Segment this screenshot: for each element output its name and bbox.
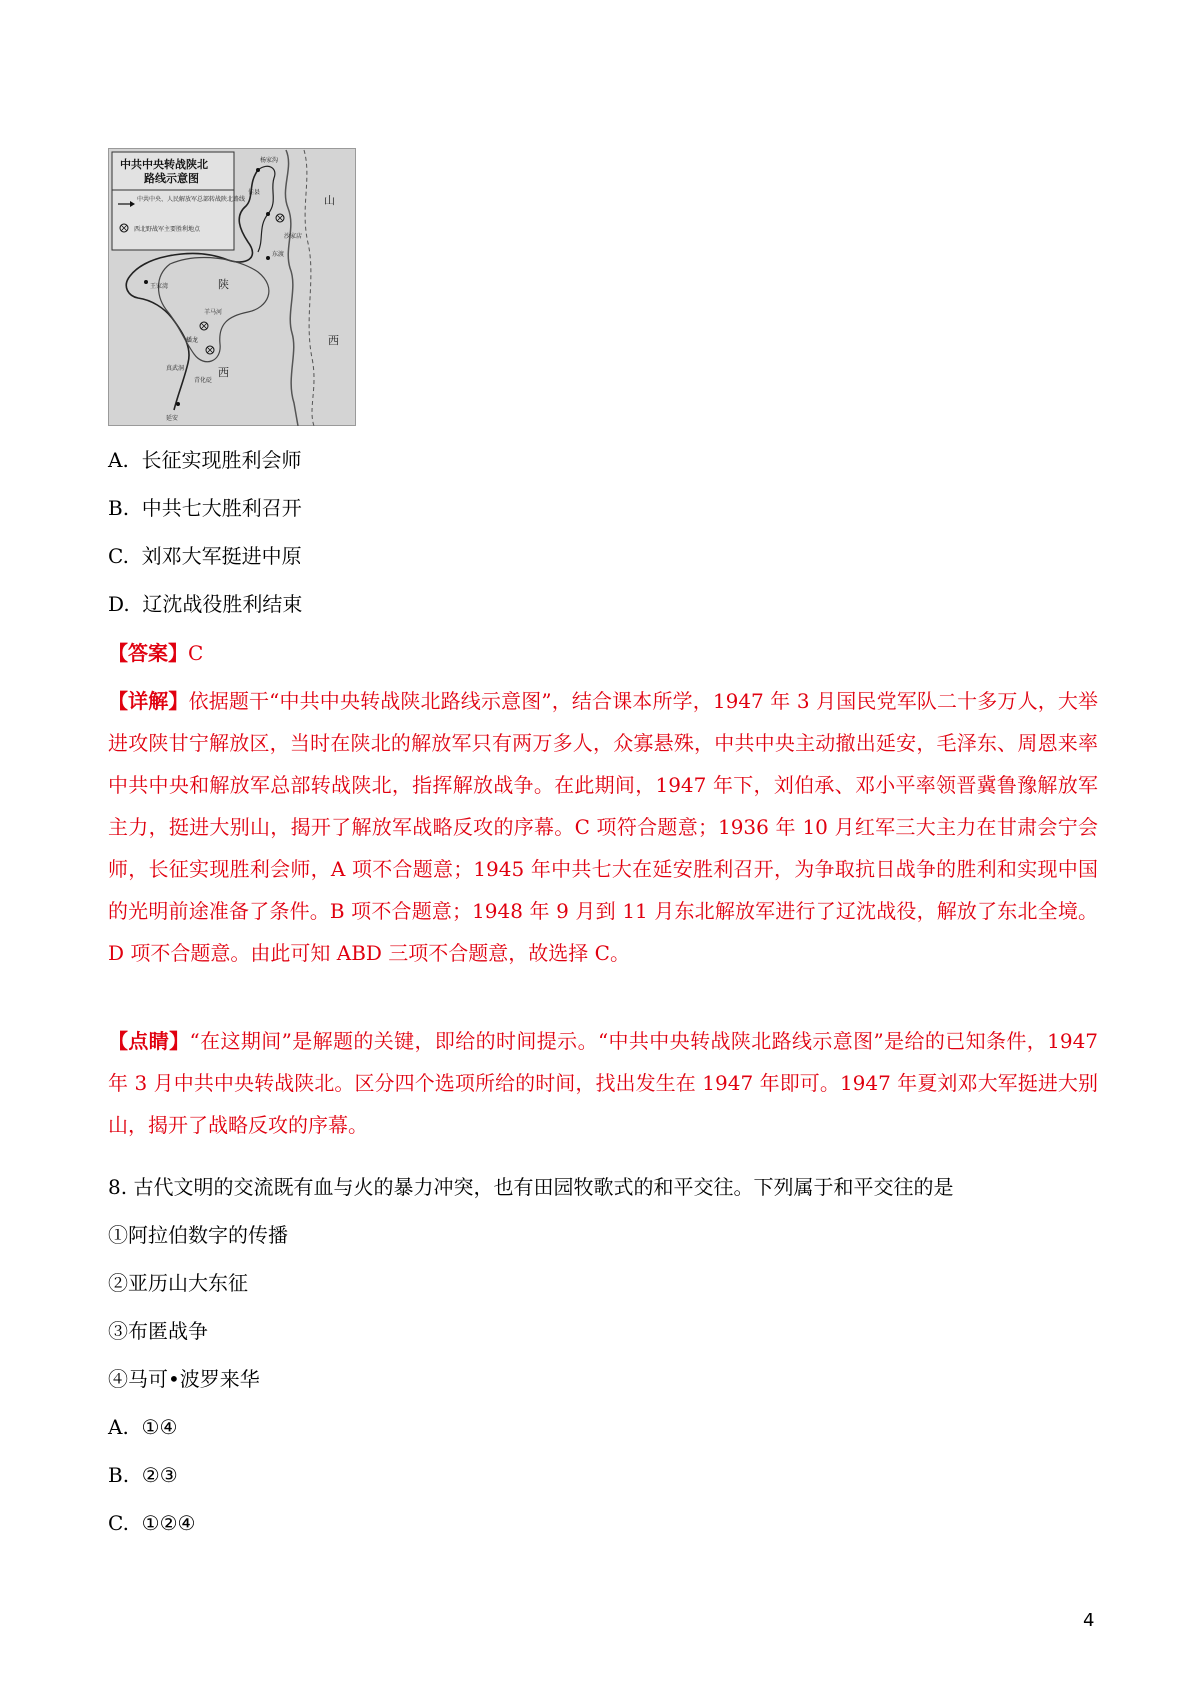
option-text: 中共七大胜利召开 xyxy=(141,496,302,520)
option-b xyxy=(108,494,302,522)
option-d xyxy=(108,590,302,618)
detail-tag: 【详解】 xyxy=(108,689,189,713)
place-dongjiang: 东渡 xyxy=(272,251,285,258)
map-title-line1: 中共中央转战陕北 xyxy=(120,158,208,171)
option-text: 辽沈战役胜利结束 xyxy=(142,592,303,616)
region-label-xi: 西 xyxy=(218,366,229,379)
region-label-xi2: 西 xyxy=(328,334,339,347)
place-qinghuabian: 青化砭 xyxy=(194,377,213,384)
option-text: ①②④ xyxy=(141,1511,196,1535)
place-yangmahe: 羊马河 xyxy=(204,309,223,316)
q8-option-c xyxy=(108,1509,195,1537)
region-label-shaan: 陕 xyxy=(218,278,229,291)
option-label: C. xyxy=(108,1511,129,1535)
answer-tag: 【答案】 xyxy=(108,641,188,665)
option-label: A. xyxy=(108,448,129,472)
place-jiaxian: 佳县 xyxy=(248,189,261,196)
answer-line xyxy=(108,639,203,667)
place-yangjiagou: 杨家沟 xyxy=(260,157,279,164)
place-shajiadian: 沙家店 xyxy=(284,233,303,240)
answer-value: C xyxy=(188,641,204,665)
option-a xyxy=(108,446,302,474)
legend-route-label: 中共中央、人民解放军总部转战陕北路线 xyxy=(137,196,246,203)
option-text: 长征实现胜利会师 xyxy=(141,448,302,472)
q8-option-a xyxy=(108,1413,177,1441)
page-number: 4 xyxy=(1083,1610,1095,1631)
question-8-item: ②亚历山大东征 xyxy=(108,1271,248,1295)
q8-option-b xyxy=(108,1461,178,1489)
option-label: D. xyxy=(108,592,130,616)
route-map-figure xyxy=(108,148,356,426)
option-label: C. xyxy=(108,544,129,568)
option-text: ①④ xyxy=(141,1415,178,1439)
route-map-svg xyxy=(108,148,356,426)
detail-text: 依据题干“中共中央转战陕北路线示意图”，结合课本所学，1947 年 3 月国民党军队二十多万人，大举进攻陕甘宁解放区，当时在陕北的解放军只有两万多人，众寡悬殊，中共中央主动撤出延安，毛泽东、周恩来率中共中央和解放军总部转战陕北，指挥解放战争。在此期间，1947 年下，刘伯承、邓小平率领晋冀鲁豫解放军主力，挺进大别山，揭开了解放军战略反攻的序幕。C 项符合题意；1936 年 10 月红军三大主力在甘肃会宁会师，长征实现胜利会师，A 项不合题意；1945 年中共七大在延安胜利召开，为争取抗日战争的胜利和实现中国的光明前途准备了条件。B 项不合题意；1948 年 9 月到 11 月东北解放军进行了辽沈战役，解放了东北全境。D 项不合题意。由此可知 ABD 三项不合题意，故选择 C。 xyxy=(108,689,1098,965)
option-text: ②③ xyxy=(141,1463,178,1487)
question-8-item: ③布匿战争 xyxy=(108,1319,208,1343)
question-8-stem: 8. 古代文明的交流既有血与火的暴力冲突，也有田园牧歌式的和平交往。下列属于和平交往的是 xyxy=(108,1175,954,1199)
point-tag: 【点睛】 xyxy=(108,1029,190,1053)
detail-paragraph xyxy=(108,680,1098,974)
map-title-line2: 路线示意图 xyxy=(144,172,199,185)
legend-victory-label: 西北野战军主要胜利地点 xyxy=(134,226,201,233)
option-text: 刘邓大军挺进中原 xyxy=(141,544,302,568)
place-panlong: 蟠龙 xyxy=(186,337,199,344)
option-c xyxy=(108,542,302,570)
question-8-item: ①阿拉伯数字的传播 xyxy=(108,1223,288,1247)
place-wangjiawan: 王家湾 xyxy=(150,283,169,290)
option-label: A. xyxy=(108,1415,129,1439)
place-yanan: 延安 xyxy=(166,415,179,422)
option-label: B. xyxy=(108,1463,130,1487)
question-8-item: ④马可•波罗来华 xyxy=(108,1367,260,1391)
point-text: “在这期间”是解题的关键，即给的时间提示。“中共中央转战陕北路线示意图”是给的已知条件，1947 年 3 月中共中央转战陕北。区分四个选项所给的时间，找出发生在 1947 年即可。1947 年夏刘邓大军挺进大别山，揭开了战略反攻的序幕。 xyxy=(108,1029,1099,1137)
option-label: B. xyxy=(108,496,130,520)
place-zhenwubao: 真武洞 xyxy=(166,365,185,372)
region-label-shan: 山 xyxy=(324,194,335,207)
point-paragraph xyxy=(108,1020,1098,1146)
